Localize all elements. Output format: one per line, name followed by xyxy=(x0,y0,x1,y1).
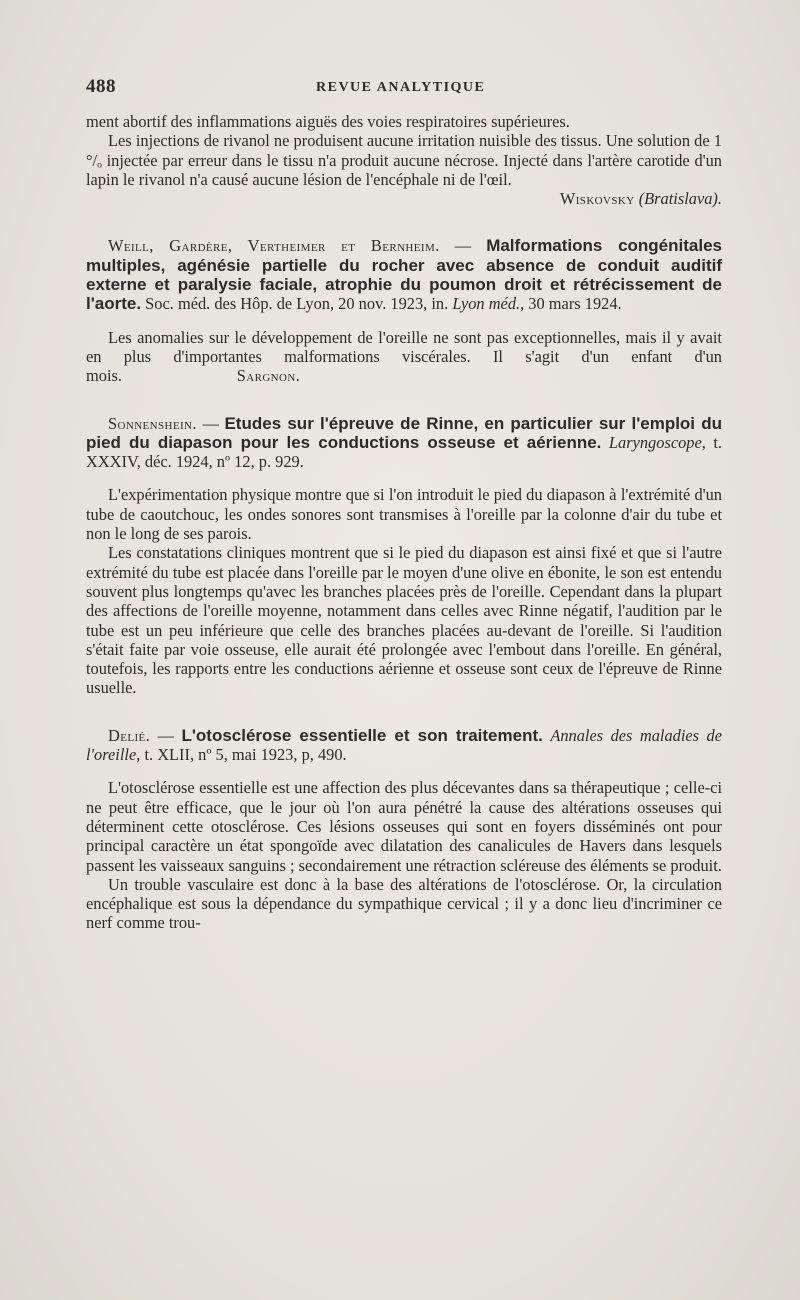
entry-body-text: Les anomalies sur le développement de l'oreille ne sont pas exceptionnelles, mais il y avait en plus d'importantes malformations viscérales. Il s'agit d'un enfant d'un mois. xyxy=(86,327,722,386)
entry-journal: Laryngoscope xyxy=(608,432,702,452)
entry-heading-otosclerose xyxy=(86,726,722,765)
entry-ref-tail: , 30 mars 1924. xyxy=(520,294,622,314)
page-number: 488 xyxy=(86,76,116,97)
signature-wiskovsky xyxy=(86,189,722,208)
running-head xyxy=(86,76,722,106)
entry-paragraph: L'otosclérose essentielle est une affection des plus décevantes dans sa thérapeutique ; celle-ci ne peut être efficace, que le jour où l'on aura pénétré la cause des altérations osseuses qui déterminent cette otosclérose. Ces lésions osseuses qui sont en foyers disséminés ont pour principal caractère un état spongoïde avec dilatation des canalicules de Havers dans lesquels passent les vaisseaux sanguins ; secondairement une rétraction scléreuse des éléments se produit. xyxy=(86,778,722,875)
paragraph-continuation: ment abortif des inflammations aiguës des voies respiratoires supérieures. xyxy=(86,112,570,131)
entry-journal: Annales des maladies de l'oreille xyxy=(86,725,722,765)
entry-body xyxy=(86,328,722,386)
entry-ref xyxy=(601,433,608,452)
running-head-title: REVUE ANALYTIQUE xyxy=(316,80,486,95)
entry-authors: Sonnenshein. xyxy=(108,413,197,433)
entry-title: Malformations congénitales multiples, agénésie partielle du rocher avec absence de conduit auditif externe et paralysie faciale, atrophie du poumon droit et rétrécissement de l'aorte. xyxy=(86,236,722,314)
entry-paragraph: Les constatations cliniques montrent que si le pied du diapason est ainsi fixé et que si l'autre extrémité du tube est placée dans l'oreille par le moyen d'une olive en ébonite, le son est entendu souvent plus longtemps qu'avec les branches placées près de l'oreille. Cependant dans la plupart des affections de l'oreille moyenne, notamment dans celles avec Rinne négatif, l'audition par le tube est un peu inférieure que celle des branches placées au-devant de l'oreille. Si l'audition s'était faite par voie osseuse, elle aurait été prolongée avec l'embout dans l'oreille. En général, toutefois, les rapports entre les conductions aérienne et osseuse sont ceux de l'épreuve de Rinne usuelle. xyxy=(86,543,722,698)
entry-title: Etudes sur l'épreuve de Rinne, en particulier sur l'emploi du pied du diapason pour les conductions osseuse et aérienne. xyxy=(86,413,723,452)
entry-dash: — xyxy=(196,413,225,433)
entry-dash: — xyxy=(439,236,487,256)
entry-heading-rinne xyxy=(86,414,722,472)
entry-ref-tail: , t. XXXIV, déc. 1924, nº 12, p. 929. xyxy=(86,432,722,472)
entry-paragraph: Un trouble vasculaire est donc à la base des altérations de l'otosclérose. Or, la circulation encéphalique est sous la dépendance du sympathique cervical ; il y a donc lieu d'incriminer ce nerf comme trou- xyxy=(86,874,722,933)
entry-authors: Weill, Gardère, Vertheimer et Bernheim. xyxy=(108,236,440,256)
entry-dash: — xyxy=(150,725,182,745)
signature-sargnon: Sargnon. xyxy=(236,366,301,386)
entry-heading-malformations xyxy=(86,236,722,313)
entry-authors: Delié. xyxy=(108,725,151,745)
entry-ref: Soc. méd. des Hôp. de Lyon, 20 nov. 1923, in. xyxy=(141,294,453,314)
text-column xyxy=(86,76,722,933)
entry-paragraph: L'expérimentation physique montre que si l'on introduit le pied du diapason à l'extrémité d'un tube de caoutchouc, les ondes sonores sont transmises à l'oreille par la colonne d'air du tube et non le long de ses parois. xyxy=(86,485,722,544)
signature-name: Wiskovsky xyxy=(559,189,635,209)
entry-ref-tail: , t. XLII, nº 5, mai 1923, p, 490. xyxy=(136,745,347,765)
entry-title: L'otosclérose essentielle et son traitement. xyxy=(181,725,543,745)
signature-place: (Bratislava). xyxy=(638,189,722,209)
paragraph-rivanol: Les injections de rivanol ne produisent aucune irritation nuisible des tissus. Une solution de 1 °/ₒ injectée par erreur dans le tissu n'a produit aucune nécrose. Injecté dans l'artère carotide d'un lapin le rivanol n'a causé aucune lésion de l'encéphale ni de l'œil. xyxy=(86,131,722,189)
entry-journal: Lyon méd. xyxy=(452,294,521,314)
